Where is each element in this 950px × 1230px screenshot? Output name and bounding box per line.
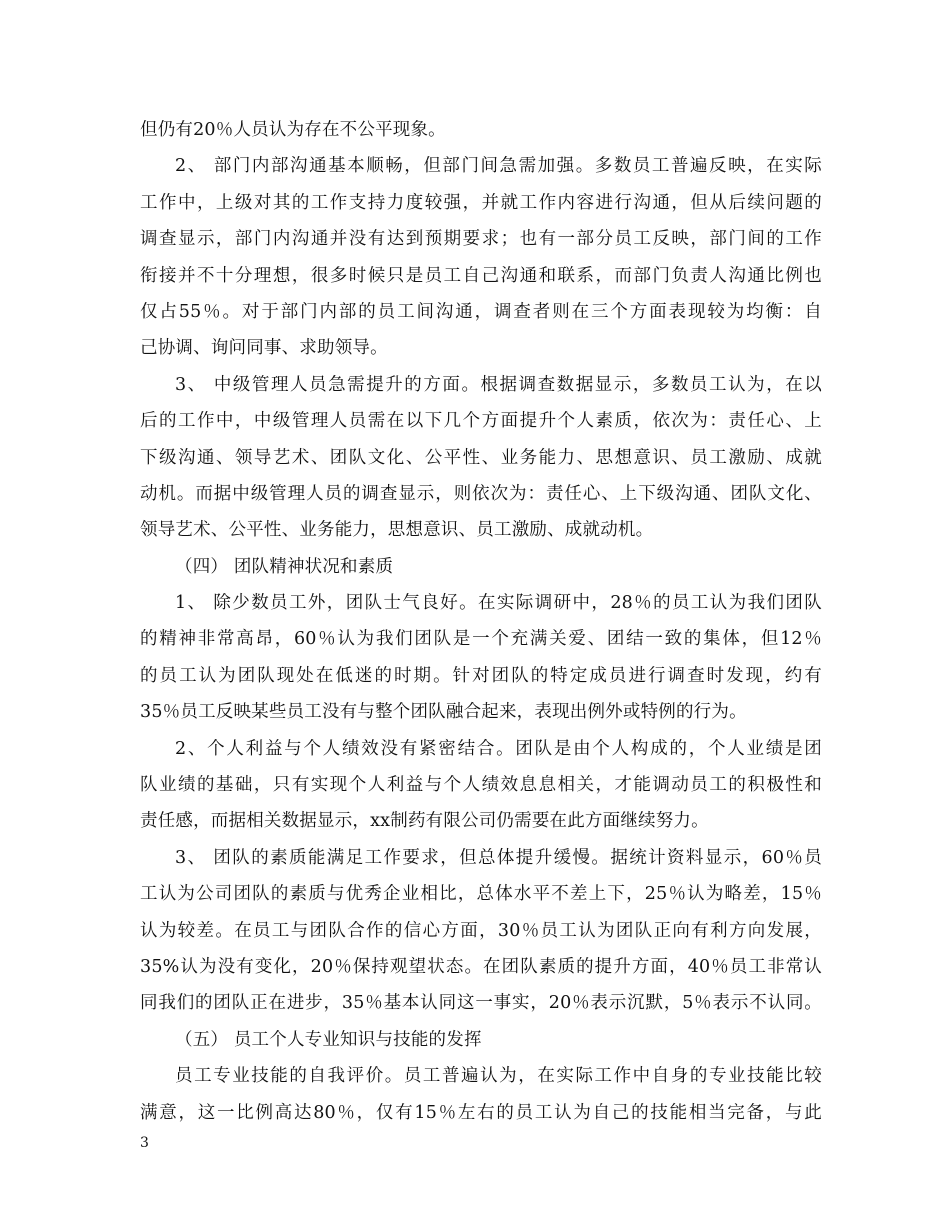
text-line: 1、 除少数员工外，团队士气良好。在实际调研中，28％的员工认为我们团队 [175,593,822,614]
text-line: 但仍有20％人员认为存在不公平现象。 [140,120,446,140]
text-line: 工认为公司团队的素质与优秀企业相比，总体水平不差上下，25％认为略差，15％ [140,884,822,905]
text-line: 同我们的团队正在进步，35％基本认同这一事实，20％表示沉默，5％表示不认同。 [140,993,822,1014]
text-line: 3、 团队的素质能满足工作要求，但总体提升缓慢。据统计资料显示，60％员 [175,847,822,868]
text-line: 的员工认为团队现处在低迷的时期。针对团队的特定成员进行调查时发现，约有 [140,665,822,686]
text-line: 35%认为没有变化，20％保持观望状态。在团队素质的提升方面，40％员工非常认 [140,956,822,977]
document-body [140,112,822,1131]
text-line: 队业绩的基础，只有实现个人利益与个人绩效息息相关，才能调动员工的积极性和 [140,775,822,796]
text-line: 责任感，而据相关数据显示，xx制药有限公司仍需要在此方面继续努力。 [140,811,709,832]
text-line: 下级沟通、领导艺术、团队文化、公平性、业务能力、思想意识、员工激励、成就 [140,447,822,468]
text-line: 仅占55％。对于部门内部的员工间沟通，调查者则在三个方面表现较为均衡：自 [140,301,822,322]
text-line: 后的工作中，中级管理人员需在以下几个方面提升个人素质，依次为：责任心、上 [140,411,822,432]
text-line: 3、 中级管理人员急需提升的方面。根据调查数据显示，多数员工认为，在以 [175,374,822,395]
text-line: 2、 部门内部沟通基本顺畅，但部门间急需加强。多数员工普遍反映，在实际 [175,156,822,177]
section-heading: （五） 员工个人专业知识与技能的发挥 [175,1029,482,1050]
text-line: 己协调、询问同事、求助领导。 [140,338,388,359]
text-line: 工作中，上级对其的工作支持力度较强，并就工作内容进行沟通，但从后续问题的 [140,192,822,213]
text-line: 员工专业技能的自我评价。员工普遍认为，在实际工作中自身的专业技能比较 [175,1066,822,1087]
text-line: 35％员工反映某些员工没有与整个团队融合起来，表现出例外或特例的行为。 [140,702,747,723]
page-number: 3 [140,1135,149,1151]
text-line: 认为较差。在员工与团队合作的信心方面，30％员工认为团队正向有利方向发展， [140,920,822,941]
section-heading: （四） 团队精神状况和素质 [175,556,394,577]
text-line: 领导艺术、公平性、业务能力，思想意识、员工激励、成就动机。 [140,520,654,541]
text-line: 衔接并不十分理想，很多时候只是员工自己沟通和联系，而部门负责人沟通比例也 [140,265,822,286]
text-line: 满意，这一比例高达80％，仅有15％左右的员工认为自己的技能相当完备，与此 [140,1102,822,1123]
text-line: 2、个人利益与个人绩效没有紧密结合。团队是由个人构成的，个人业绩是团 [175,738,822,759]
text-line: 动机。而据中级管理人员的调查显示，则依次为：责任心、上下级沟通、团队文化、 [140,483,822,504]
text-line: 的精神非常高昂，60％认为我们团队是一个充满关爱、团结一致的集体，但12％ [140,629,822,650]
text-line: 调查显示，部门内沟通并没有达到预期要求；也有一部分员工反映，部门间的工作 [140,229,822,250]
